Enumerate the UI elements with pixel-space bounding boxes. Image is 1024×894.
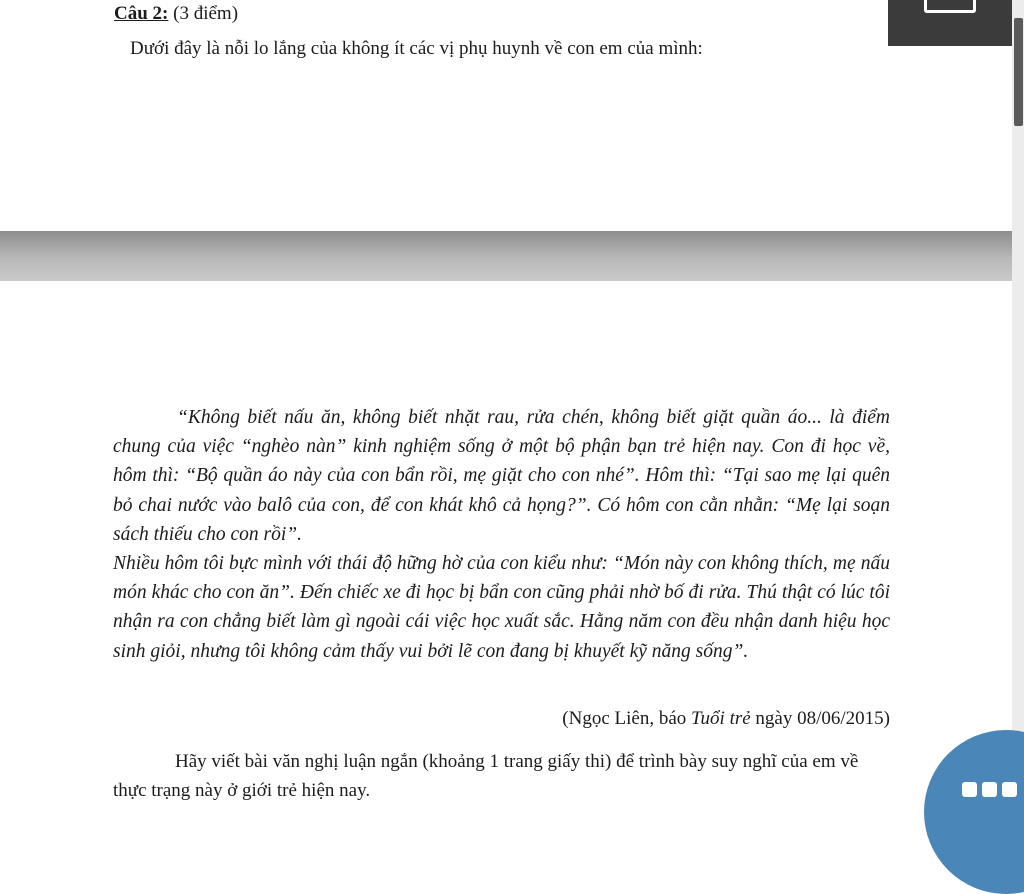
writing-task [113, 747, 890, 805]
dot [962, 782, 977, 797]
dot [1002, 782, 1017, 797]
question-intro: Dưới đây là nỗi lo lắng của không ít các vị phụ huynh về con em của mình: [130, 38, 703, 59]
quote-paragraph-2: Nhiều hôm tôi bực mình với thái độ hững hờ của con kiểu như: “Món này con không thích, mẹ nấu món khác cho con ăn”. Đến chiếc xe đi học bị bẩn con cũng phải nhờ bố đi rửa. Thú thật có lúc tôi nhận ra con chẳng biết làm gì ngoài cái việc học xuất sắc. Hằng năm con đều nhận danh hiệu học sinh giỏi, nhưng tôi không cảm thấy vui bởi lẽ con đang bị khuyết kỹ năng sống”. [113, 553, 890, 662]
question-points: (3 điểm) [173, 3, 239, 24]
source-prefix: (Ngọc Liên, báo [562, 708, 687, 729]
corner-control-panel[interactable] [888, 0, 1012, 46]
document-page-upper [0, 0, 1012, 231]
source-newspaper: Tuổi trẻ [691, 708, 751, 729]
page-separator [0, 231, 1012, 281]
quote-source [562, 708, 890, 730]
task-text: Hãy viết bài văn nghị luận ngắn (khoảng 1 trang giấy thi) để trình bày suy nghĩ của em về thực trạng này ở giới trẻ hiện nay. [113, 751, 859, 801]
scrollbar-thumb[interactable] [1014, 18, 1023, 126]
dot [982, 782, 997, 797]
question-label: Câu 2: [114, 3, 169, 24]
minimize-icon[interactable] [924, 0, 976, 13]
source-date: ngày 08/06/2015) [755, 708, 890, 729]
quote-paragraph-1: “Không biết nấu ăn, không biết nhặt rau, rửa chén, không biết giặt quần áo... là điểm chung của việc “nghèo nàn” kinh nghiệm sống ở một bộ phận bạn trẻ hiện nay. Con đi học về, hôm thì: “Bộ quần áo này của con bẩn rồi, mẹ giặt cho con nhé”. Hôm thì: “Tại sao mẹ lại quên bỏ chai nước vào balô của con, để con khát khô cả họng?”. Có hôm con cằn nhằn: “Mẹ lại soạn sách thiếu cho con rồi”. [113, 407, 890, 545]
more-options-icon [962, 782, 1022, 798]
question-heading [114, 3, 238, 25]
quoted-passage [113, 403, 890, 666]
